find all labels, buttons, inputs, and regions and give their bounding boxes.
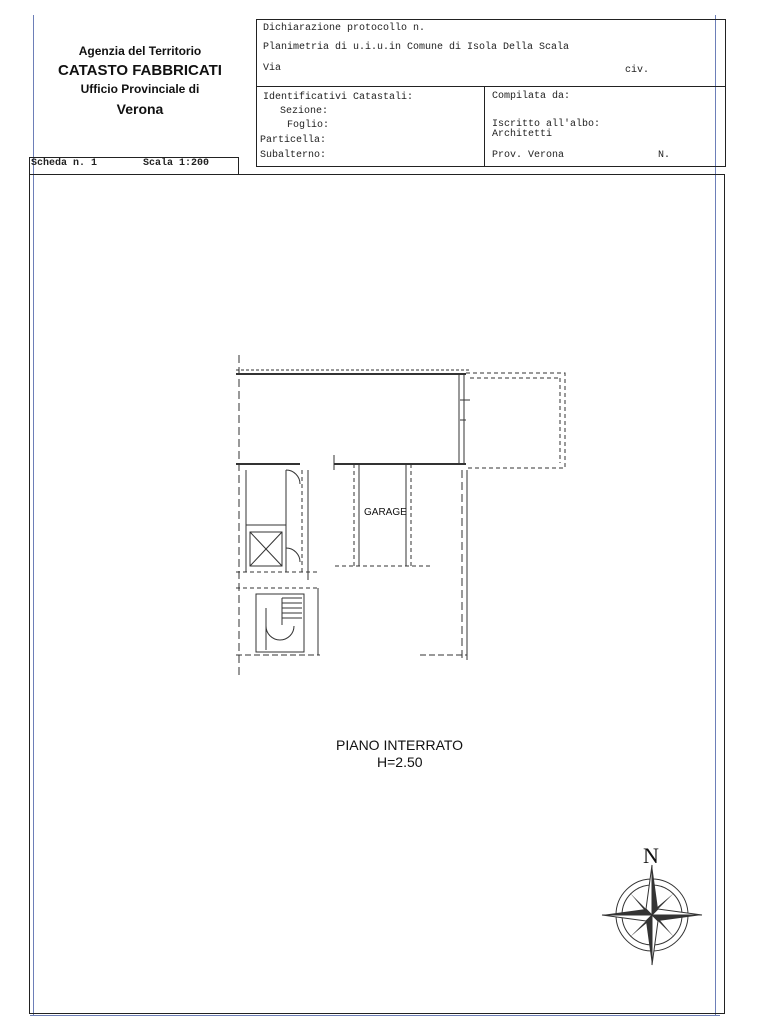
garage-label: GARAGE xyxy=(364,507,407,518)
prov-label: Prov. Verona xyxy=(492,150,565,161)
albo-value: Architetti xyxy=(492,129,553,140)
protocol-label: Dichiarazione protocollo n. xyxy=(263,23,426,34)
iscritto-label: Iscritto all'albo: xyxy=(492,119,601,130)
agency-office: Ufficio Provinciale di xyxy=(80,82,200,96)
subalterno-label: Subalterno: xyxy=(260,150,327,161)
scala-label: Scala 1:200 xyxy=(143,158,210,169)
planimetria-label: Planimetria di u.i.u.in Comune di Isola Della Scala xyxy=(263,42,570,53)
floor-height: H=2.50 xyxy=(377,754,423,770)
agency-city: Verona xyxy=(116,101,164,117)
compilata-label: Compilata da: xyxy=(492,91,571,102)
scheda-label: Scheda n. 1 xyxy=(31,158,98,169)
compass-north-label: N xyxy=(643,843,659,868)
identificativi-label: Identificativi Catastali: xyxy=(263,92,414,103)
civ-label: civ. xyxy=(625,65,650,76)
compass-rose xyxy=(602,865,702,965)
particella-label: Particella: xyxy=(260,135,327,146)
via-label: Via xyxy=(263,63,282,74)
agency-department: CATASTO FABBRICATI xyxy=(58,62,222,79)
sezione-label: Sezione: xyxy=(280,106,329,117)
agency-name: Agenzia del Territorio xyxy=(78,44,202,58)
floor-title: PIANO INTERRATO xyxy=(336,737,464,753)
n-label: N. xyxy=(658,150,671,161)
foglio-label: Foglio: xyxy=(287,120,330,131)
